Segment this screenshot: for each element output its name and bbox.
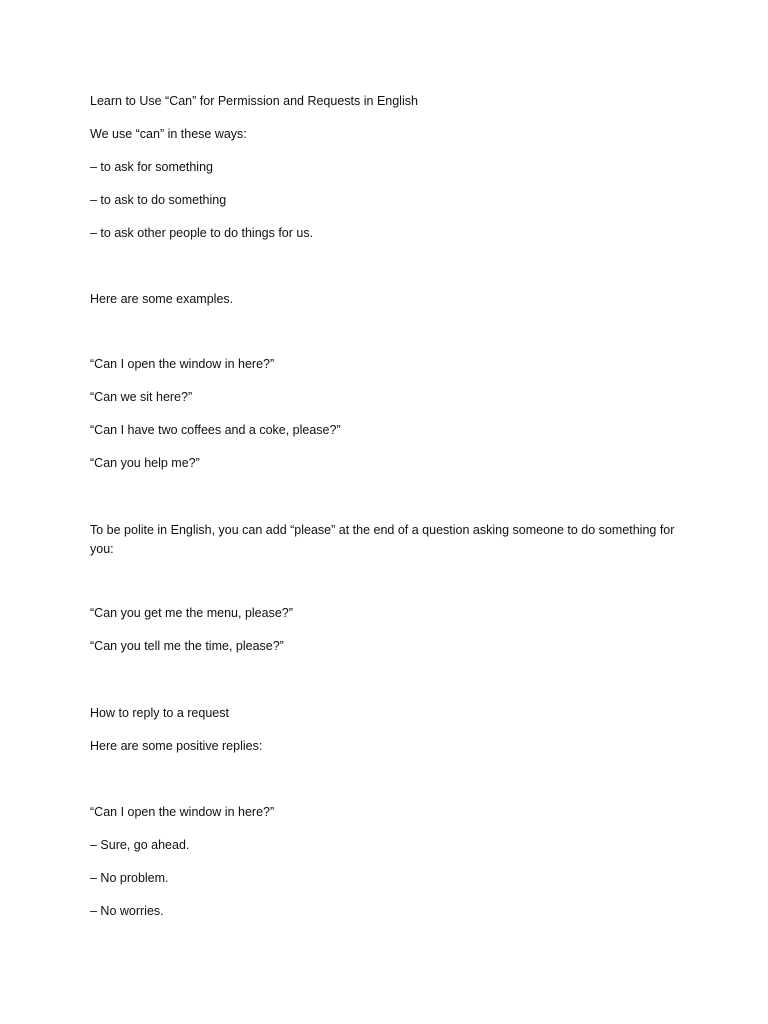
document-title: Learn to Use “Can” for Permission and Requests in English [90,94,418,108]
use-item: – to ask for something [90,160,213,174]
example-item: “Can I open the window in here?” [90,357,275,371]
positive-reply: – No problem. [90,871,169,885]
polite-example: “Can you get me the menu, please?” [90,606,293,620]
example-item: “Can I have two coffees and a coke, please?” [90,423,341,437]
use-item: – to ask to do something [90,193,227,207]
reply-heading: How to reply to a request [90,706,229,720]
positive-reply: – No worries. [90,904,164,918]
positive-intro: Here are some positive replies: [90,739,263,753]
example-item: “Can we sit here?” [90,390,193,404]
positive-reply: – Sure, go ahead. [90,838,190,852]
example-item: “Can you help me?” [90,456,200,470]
polite-example: “Can you tell me the time, please?” [90,639,284,653]
polite-note: To be polite in English, you can add “please” at the end of a question asking someone to do something for you: [90,523,675,556]
reply-example: “Can I open the window in here?” [90,805,275,819]
intro-text: We use “can” in these ways: [90,127,247,141]
examples-intro: Here are some examples. [90,292,234,306]
use-item: – to ask other people to do things for us. [90,226,314,240]
